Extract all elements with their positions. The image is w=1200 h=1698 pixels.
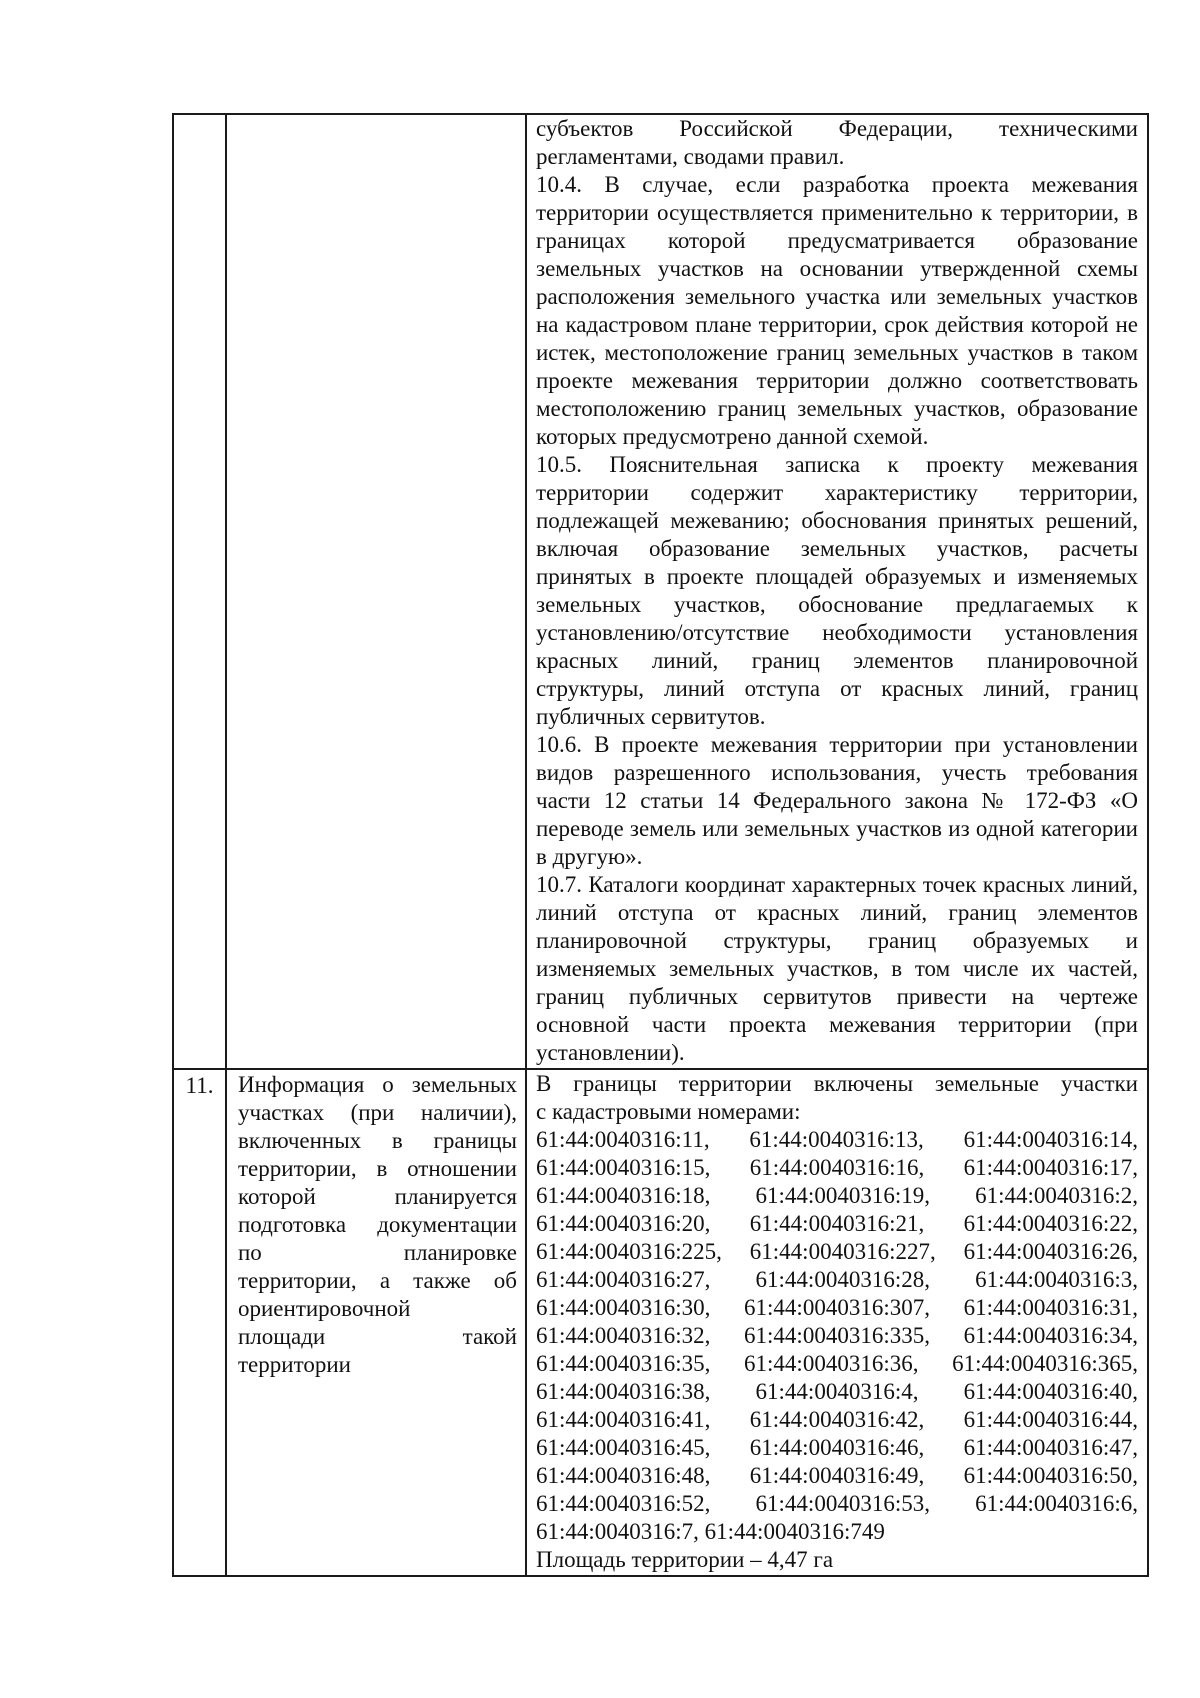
- paragraph-continuation: субъектов Российской Федерации, техническими регламентами, сводами правил.: [536, 116, 1138, 169]
- name-line: участках (при наличии),: [238, 1100, 517, 1125]
- cadastral-line: 61:44:0040316:41, 61:44:0040316:42, 61:44:0040316:44,: [536, 1407, 1138, 1432]
- cadastral-line: 61:44:0040316:32, 61:44:0040316:335, 61:44:0040316:34,: [536, 1323, 1138, 1348]
- cadastral-line: 61:44:0040316:35, 61:44:0040316:36, 61:44:0040316:365,: [536, 1351, 1138, 1376]
- document-table: [172, 113, 1149, 1577]
- table-row-continuation: [173, 114, 1148, 1069]
- paragraph-10-6: 10.6. В проекте межевания территории при установлении видов разрешенного использования, учесть требования части 12 статьи 14 Федерального закона № 172-ФЗ «О переводе земель или земельных участков из одной категории в другую».: [536, 732, 1138, 869]
- name-line: территории, а также об: [238, 1268, 517, 1293]
- cadastral-line: 61:44:0040316:225, 61:44:0040316:227, 61:44:0040316:26,: [536, 1239, 1138, 1264]
- name-line: которой планируется: [238, 1184, 517, 1209]
- cadastral-line: 61:44:0040316:7, 61:44:0040316:749: [536, 1519, 885, 1544]
- paragraph-10-5: 10.5. Пояснительная записка к проекту межевания территории содержит характеристику территории, подлежащей межеванию; обоснования принятых решений, включая образование земельных участков, расчеты принятых в проекте площадей образуемых и изменяемых земельных участков, обоснование предлагаемых к установлению/отсутствие необходимости установления красных линий, границ элементов планировочной структуры, линий отступа от красных линий, границ публичных сервитутов.: [536, 452, 1138, 729]
- cadastral-line: 61:44:0040316:18, 61:44:0040316:19, 61:44:0040316:2,: [536, 1183, 1138, 1208]
- name-line: территории: [238, 1352, 351, 1377]
- name-line: площади такой: [238, 1324, 517, 1349]
- intro-line: с кадастровыми номерами:: [536, 1099, 801, 1124]
- paragraph-10-4: 10.4. В случае, если разработка проекта межевания территории осуществляется применительно к территории, в границах которой предусматривается образование земельных участков на основании утвержденной схемы расположения земельного участка или земельных участков на кадастровом плане территории, срок действия которой не истек, местоположение границ земельных участков в таком проекте межевания территории должно соответствовать местоположению границ земельных участков, образование которых предусмотрено данной схемой.: [536, 172, 1138, 449]
- name-line: территории, в отношении: [238, 1156, 517, 1181]
- row-number-cell: 11.: [173, 1069, 226, 1576]
- territory-area: Площадь территории – 4,47 га: [536, 1547, 834, 1572]
- name-line: Информация о земельных: [238, 1072, 517, 1097]
- row-content-cell: [526, 114, 1148, 1069]
- row-name-cell: [226, 114, 526, 1069]
- name-line: ориентировочной: [238, 1296, 411, 1321]
- cadastral-line: 61:44:0040316:11, 61:44:0040316:13, 61:44:0040316:14,: [536, 1127, 1138, 1152]
- cadastral-line: 61:44:0040316:20, 61:44:0040316:21, 61:44:0040316:22,: [536, 1211, 1138, 1236]
- cadastral-line: 61:44:0040316:30, 61:44:0040316:307, 61:44:0040316:31,: [536, 1295, 1138, 1320]
- cadastral-line: 61:44:0040316:27, 61:44:0040316:28, 61:44:0040316:3,: [536, 1267, 1138, 1292]
- cadastral-line: 61:44:0040316:48, 61:44:0040316:49, 61:44:0040316:50,: [536, 1463, 1138, 1488]
- row-content-cell: [526, 1069, 1148, 1576]
- row-number-cell: [173, 114, 226, 1069]
- cadastral-line: 61:44:0040316:45, 61:44:0040316:46, 61:44:0040316:47,: [536, 1435, 1138, 1460]
- name-line: включенных в границы: [238, 1128, 517, 1153]
- name-line: по планировке: [238, 1240, 517, 1265]
- intro-line: В границы территории включены земельные участки: [536, 1071, 1138, 1096]
- table-row-11: [173, 1069, 1148, 1576]
- row-name-cell: [226, 1069, 526, 1576]
- name-line: подготовка документации: [238, 1212, 517, 1237]
- cadastral-line: 61:44:0040316:52, 61:44:0040316:53, 61:44:0040316:6,: [536, 1491, 1138, 1516]
- cadastral-line: 61:44:0040316:38, 61:44:0040316:4, 61:44:0040316:40,: [536, 1379, 1138, 1404]
- paragraph-10-7: 10.7. Каталоги координат характерных точек красных линий, линий отступа от красных линий, границ элементов планировочной структуры, границ образуемых и изменяемых земельных участков, в том числе их частей, границ публичных сервитутов привести на чертеже основной части проекта межевания территории (при установлении).: [536, 872, 1138, 1065]
- cadastral-line: 61:44:0040316:15, 61:44:0040316:16, 61:44:0040316:17,: [536, 1155, 1138, 1180]
